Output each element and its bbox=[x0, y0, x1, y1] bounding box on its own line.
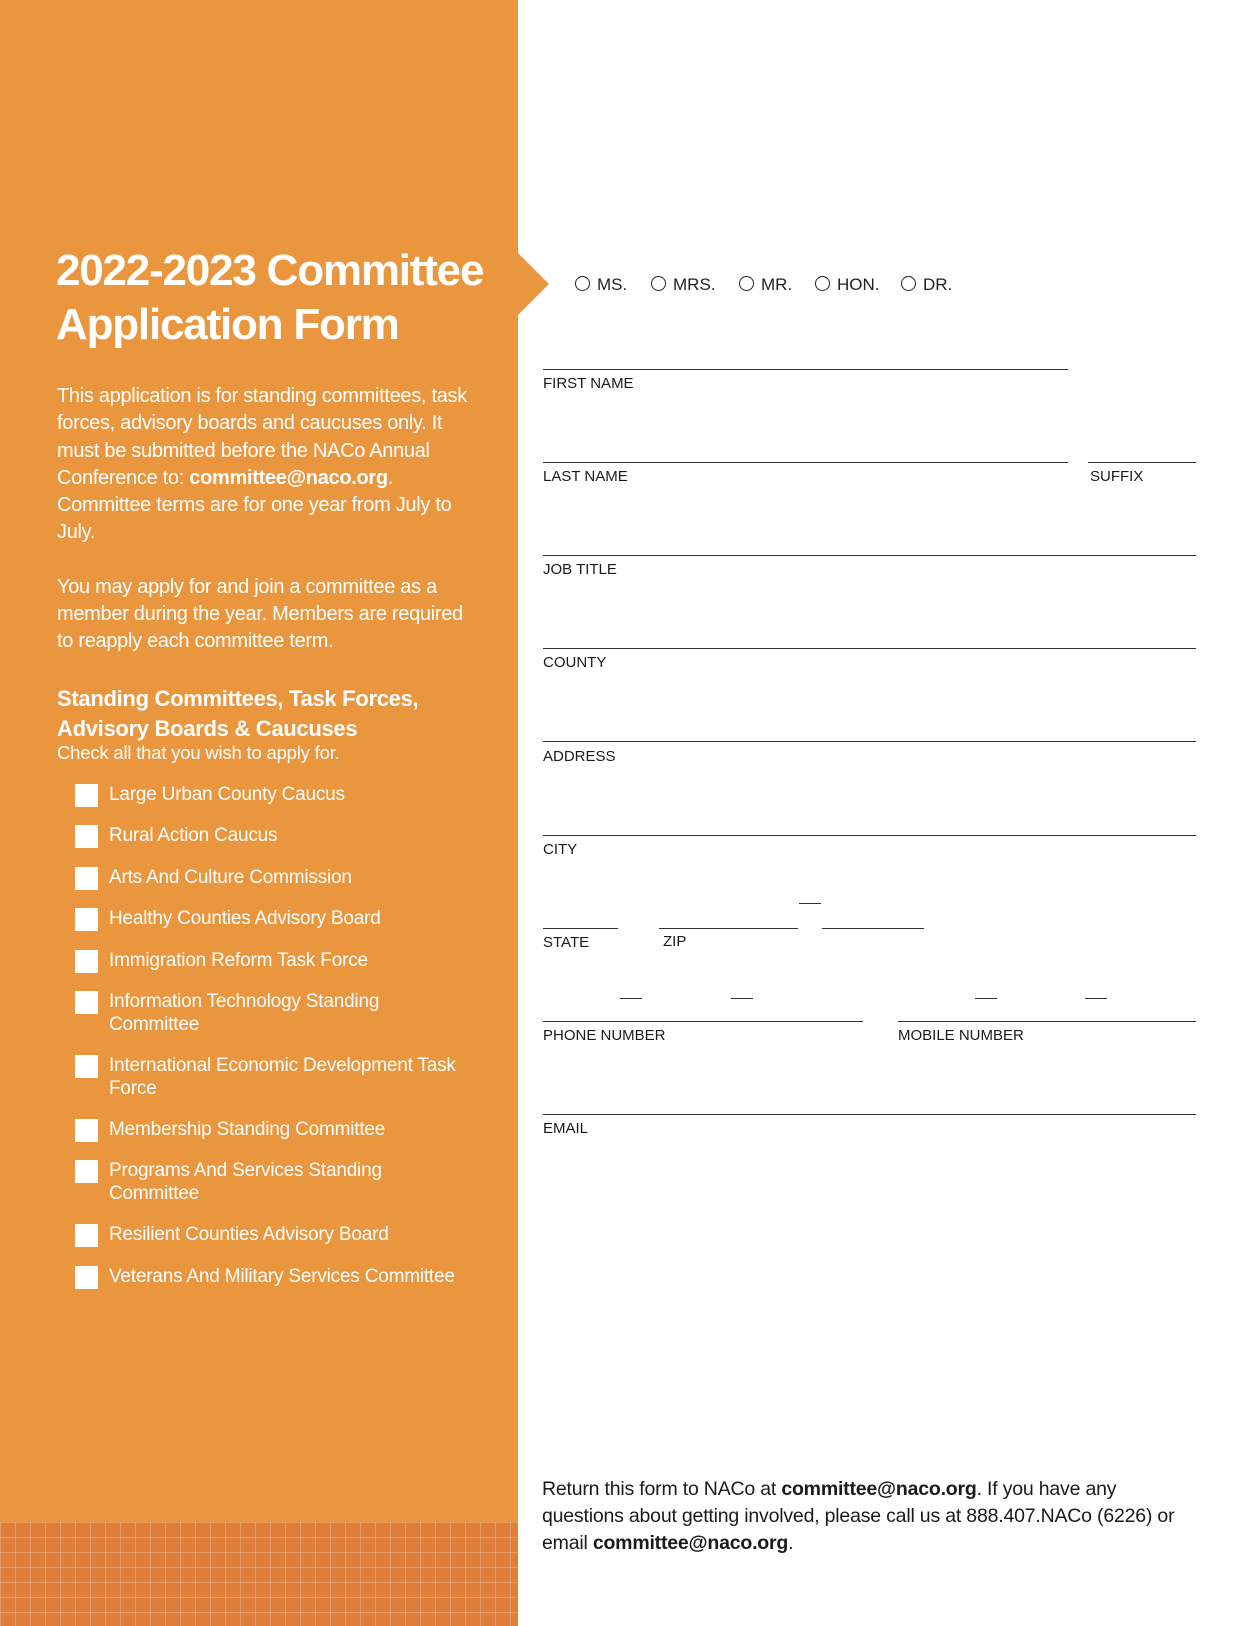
checkbox[interactable] bbox=[75, 784, 98, 807]
committee-label: Programs And Services Standing Committee bbox=[109, 1160, 382, 1204]
job-title-field[interactable] bbox=[543, 555, 1196, 556]
checkbox[interactable] bbox=[75, 1119, 98, 1142]
title-line-2: Application Form bbox=[56, 300, 399, 349]
checkbox[interactable] bbox=[75, 867, 98, 890]
zip-separator bbox=[799, 903, 821, 904]
checkbox[interactable] bbox=[75, 1160, 98, 1183]
footer-text-3: . bbox=[788, 1532, 794, 1554]
committee-label: Rural Action Caucus bbox=[109, 825, 278, 846]
address-field[interactable] bbox=[543, 741, 1196, 742]
intro-text bbox=[57, 383, 477, 656]
zip-extension-field[interactable] bbox=[822, 928, 924, 929]
committee-label: International Economic Development Task Force bbox=[109, 1055, 456, 1099]
mobile-separator bbox=[1085, 998, 1107, 999]
radio-button[interactable] bbox=[815, 276, 830, 291]
committees-heading-line-1: Standing Committees, Task Forces, bbox=[57, 686, 419, 711]
last-name-label: LAST NAME bbox=[543, 468, 628, 485]
zip-field[interactable] bbox=[659, 928, 798, 929]
first-name-field[interactable] bbox=[543, 369, 1068, 370]
checkbox[interactable] bbox=[75, 1055, 98, 1078]
committees-instruction: Check all that you wish to apply for. bbox=[57, 742, 340, 763]
footer-text-1: Return this form to NACo at bbox=[542, 1478, 782, 1500]
footer-email-link-2[interactable]: committee@naco.org bbox=[592, 1532, 789, 1554]
intro-paragraph-2: You may apply for and join a committee as a member during the year. Members are required to reapply each committee term. bbox=[57, 575, 463, 653]
arrow-pointer bbox=[518, 253, 549, 315]
intro-email-link[interactable]: committee@naco.org bbox=[189, 466, 388, 489]
return-instructions bbox=[542, 1476, 1182, 1557]
address-label: ADDRESS bbox=[543, 748, 616, 765]
title-line-1: 2022-2023 Committee bbox=[56, 246, 484, 295]
page-title bbox=[56, 244, 496, 352]
radio-button[interactable] bbox=[651, 276, 666, 291]
radio-button[interactable] bbox=[739, 276, 754, 291]
suffix-field[interactable] bbox=[1088, 462, 1196, 463]
phone-field[interactable] bbox=[543, 1021, 863, 1022]
phone-label: PHONE NUMBER bbox=[543, 1027, 666, 1044]
footer-email-link[interactable]: committee@naco.org bbox=[781, 1478, 977, 1500]
intro-p1-text: This application is for standing committees, task forces, advisory boards and caucuses only. It must be submitted before the NACo Annual Conference to: bbox=[57, 385, 467, 489]
left-panel bbox=[0, 0, 518, 1626]
suffix-label: SUFFIX bbox=[1090, 468, 1144, 485]
footer-text-2: . If you have any questions about getting involved, please call us at 888.407.NACo (6226) or email bbox=[542, 1478, 1175, 1554]
salutation-label: HON. bbox=[837, 275, 880, 294]
mobile-label: MOBILE NUMBER bbox=[898, 1027, 1024, 1044]
phone-separator bbox=[731, 998, 753, 999]
city-field[interactable] bbox=[543, 835, 1196, 836]
mobile-separator bbox=[975, 998, 997, 999]
committee-label: Large Urban County Caucus bbox=[109, 784, 345, 805]
checkbox[interactable] bbox=[75, 950, 98, 973]
mobile-field[interactable] bbox=[898, 1021, 1196, 1022]
salutation-label: DR. bbox=[923, 275, 953, 294]
intro-paragraph-1 bbox=[57, 383, 477, 547]
county-label: COUNTY bbox=[543, 654, 607, 671]
checkbox[interactable] bbox=[75, 1266, 98, 1289]
last-name-field[interactable] bbox=[543, 462, 1068, 463]
decorative-grid-strip bbox=[0, 1522, 518, 1626]
committee-label: Membership Standing Committee bbox=[109, 1119, 386, 1140]
first-name-label: FIRST NAME bbox=[543, 375, 634, 392]
state-label: STATE bbox=[543, 934, 590, 951]
checkbox[interactable] bbox=[75, 991, 98, 1014]
committees-heading bbox=[57, 684, 477, 744]
email-label: EMAIL bbox=[543, 1120, 589, 1137]
city-label: CITY bbox=[543, 841, 578, 858]
county-field[interactable] bbox=[543, 648, 1196, 649]
committee-label: Healthy Counties Advisory Board bbox=[109, 908, 381, 929]
salutation-label: MS. bbox=[597, 275, 628, 294]
committee-label: Arts And Culture Commission bbox=[109, 867, 352, 888]
committee-label: Resilient Counties Advisory Board bbox=[109, 1224, 389, 1245]
salutation-label: MRS. bbox=[673, 275, 716, 294]
zip-label: ZIP bbox=[663, 933, 687, 950]
committee-label: Information Technology Standing Committee bbox=[109, 991, 380, 1035]
salutation-label: MR. bbox=[761, 275, 793, 294]
radio-button[interactable] bbox=[575, 276, 590, 291]
checkbox[interactable] bbox=[75, 908, 98, 931]
email-field[interactable] bbox=[543, 1114, 1196, 1115]
phone-separator bbox=[620, 998, 642, 999]
state-field[interactable] bbox=[543, 928, 618, 929]
committee-label: Immigration Reform Task Force bbox=[109, 950, 368, 971]
job-title-label: JOB TITLE bbox=[543, 561, 617, 578]
committee-label: Veterans And Military Services Committee bbox=[109, 1266, 455, 1287]
checkbox[interactable] bbox=[75, 1224, 98, 1247]
checkbox[interactable] bbox=[75, 825, 98, 848]
radio-button[interactable] bbox=[901, 276, 916, 291]
intro-p1-tail: . Committee terms are for one year from July to July. bbox=[57, 466, 452, 544]
committees-heading-line-2: Advisory Boards & Caucuses bbox=[57, 716, 358, 741]
